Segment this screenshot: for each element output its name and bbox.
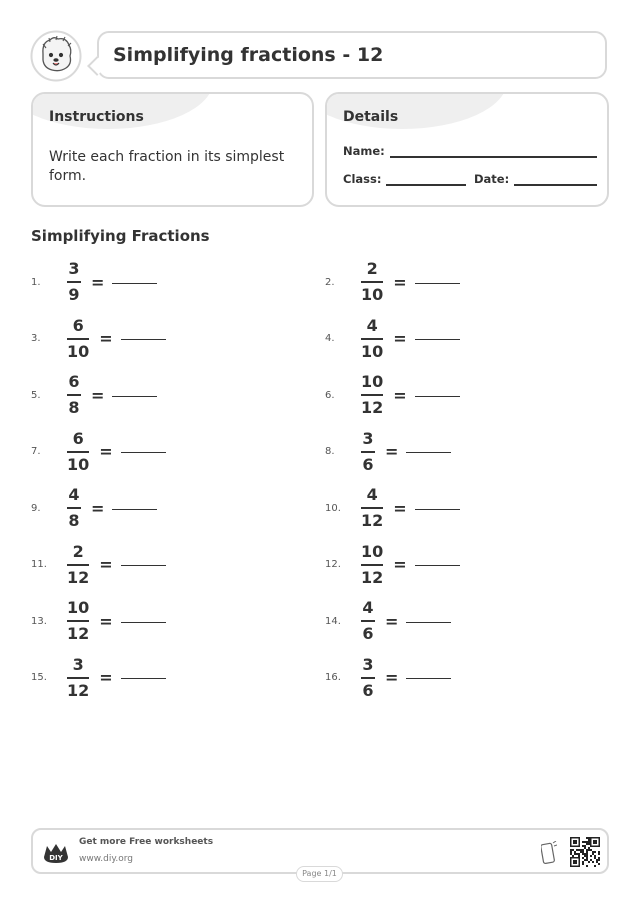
name-line[interactable]: [390, 144, 597, 158]
problem-item: [325, 259, 460, 305]
answer-line[interactable]: [415, 565, 460, 566]
denominator: 12: [361, 567, 384, 587]
problem-number: 11.: [31, 559, 47, 570]
date-label: Date:: [474, 172, 510, 186]
answer-line[interactable]: [406, 452, 451, 453]
diy-logo-icon: [43, 842, 69, 864]
fraction: [361, 485, 383, 531]
problem-item: [325, 372, 460, 418]
instructions-heading: Instructions: [49, 109, 144, 125]
denominator: 12: [361, 511, 384, 530]
equals-sign: =: [385, 442, 399, 461]
equals-sign: =: [91, 498, 105, 518]
fraction: [361, 655, 375, 701]
numerator: 6: [68, 372, 80, 391]
problem-number: 6.: [325, 389, 335, 401]
fraction: [361, 316, 383, 362]
answer-line[interactable]: [415, 283, 460, 284]
fraction-bar: [67, 394, 81, 396]
phone-icon: [541, 841, 557, 865]
equals-sign: =: [99, 611, 113, 631]
fraction-bar: [67, 564, 89, 566]
footer-promo: Get more Free worksheets: [79, 837, 214, 847]
problem-item: [325, 598, 451, 644]
answer-line[interactable]: [112, 509, 157, 510]
fraction-bar: [361, 677, 375, 679]
equals-sign: =: [393, 272, 407, 292]
date-field[interactable]: [474, 172, 597, 186]
problem-item: [31, 485, 157, 531]
numerator: 4: [366, 485, 378, 504]
answer-line[interactable]: [406, 622, 451, 623]
fraction: [67, 259, 81, 305]
details-heading: Details: [343, 109, 399, 125]
numerator: 4: [68, 485, 80, 504]
name-field[interactable]: [343, 144, 597, 158]
numerator: 3: [68, 259, 80, 278]
instructions-card: [31, 92, 314, 207]
fraction: [361, 259, 383, 305]
answer-line[interactable]: [112, 396, 157, 397]
numerator: 4: [366, 315, 378, 335]
numerator: 4: [362, 598, 374, 617]
problem-number: 16.: [325, 672, 341, 683]
diy-logo-text: DIY: [49, 854, 63, 862]
problem-item: [325, 542, 460, 588]
equals-sign: =: [99, 555, 113, 574]
denominator: 9: [68, 285, 80, 304]
denominator: 12: [67, 567, 90, 587]
numerator: 10: [361, 372, 384, 391]
fraction-bar: [361, 507, 383, 509]
page-title: Simplifying fractions - 12: [113, 44, 384, 66]
fraction-bar: [67, 451, 89, 453]
fraction-bar: [67, 507, 81, 509]
problem-number: 10.: [325, 502, 341, 514]
footer-url[interactable]: www.diy.org: [79, 854, 133, 864]
answer-line[interactable]: [121, 622, 166, 623]
answer-line[interactable]: [406, 678, 451, 679]
qr-code-icon: [570, 837, 600, 867]
fraction-bar: [67, 620, 89, 622]
equals-sign: =: [385, 668, 399, 687]
page-indicator: Page 1/1: [296, 866, 343, 882]
class-field[interactable]: [343, 172, 466, 186]
denominator: 12: [361, 398, 384, 417]
problem-item: [325, 485, 460, 531]
problem-item: [31, 655, 166, 701]
denominator: 12: [67, 680, 90, 700]
denominator: 6: [362, 680, 374, 700]
problem-number: 4.: [325, 333, 335, 344]
answer-line[interactable]: [112, 283, 157, 284]
denominator: 12: [67, 624, 90, 643]
answer-line[interactable]: [121, 452, 166, 453]
answer-line[interactable]: [415, 339, 460, 340]
fraction-bar: [361, 451, 375, 453]
denominator: 6: [362, 624, 374, 643]
equals-sign: =: [91, 272, 105, 292]
class-line[interactable]: [386, 172, 466, 186]
numerator: 2: [366, 259, 378, 278]
fraction-bar: [361, 564, 383, 566]
fraction-bar: [361, 338, 383, 340]
fraction: [361, 542, 383, 588]
fraction: [361, 598, 375, 644]
problem-item: [325, 316, 460, 362]
problem-item: [31, 316, 166, 362]
problem-number: 5.: [31, 389, 41, 401]
equals-sign: =: [91, 385, 105, 405]
problem-item: [31, 542, 166, 588]
problem-number: 8.: [325, 446, 335, 457]
name-label: Name:: [343, 144, 385, 158]
problem-item: [325, 655, 451, 701]
equals-sign: =: [99, 668, 113, 687]
fraction: [361, 429, 375, 475]
denominator: 10: [361, 285, 384, 304]
equals-sign: =: [385, 611, 399, 631]
fraction-bar: [361, 394, 383, 396]
equals-sign: =: [99, 442, 113, 461]
fraction: [67, 598, 89, 644]
fraction-bar: [67, 281, 81, 283]
answer-line[interactable]: [121, 339, 166, 340]
answer-line[interactable]: [121, 565, 166, 566]
denominator: 6: [362, 454, 374, 474]
equals-sign: =: [393, 385, 407, 405]
mascot-icon: [30, 30, 82, 82]
fraction-bar: [67, 677, 89, 679]
problem-number: 14.: [325, 615, 341, 627]
fraction: [67, 485, 81, 531]
problem-item: [31, 259, 157, 305]
fraction: [361, 372, 383, 418]
problem-item: [31, 429, 166, 475]
numerator: 2: [72, 541, 84, 561]
problem-number: 7.: [31, 446, 41, 457]
problem-number: 9.: [31, 502, 41, 514]
section-title: Simplifying Fractions: [31, 227, 210, 245]
denominator: 10: [67, 341, 90, 361]
equals-sign: =: [99, 329, 113, 348]
class-label: Class:: [343, 172, 382, 186]
denominator: 8: [68, 511, 80, 530]
numerator: 3: [362, 428, 374, 448]
details-card: [325, 92, 609, 207]
problem-number: 1.: [31, 276, 41, 288]
answer-line[interactable]: [415, 509, 460, 510]
problem-item: [31, 598, 166, 644]
denominator: 10: [361, 341, 384, 361]
problem-item: [325, 429, 451, 475]
fraction-bar: [67, 338, 89, 340]
problem-number: 2.: [325, 276, 335, 288]
fraction: [67, 316, 89, 362]
numerator: 6: [72, 315, 84, 335]
answer-line[interactable]: [121, 678, 166, 679]
fraction: [67, 655, 89, 701]
fraction-bar: [361, 620, 375, 622]
fraction: [67, 372, 81, 418]
equals-sign: =: [393, 329, 407, 348]
numerator: 10: [361, 541, 384, 561]
numerator: 6: [72, 428, 84, 448]
denominator: 8: [68, 398, 80, 417]
numerator: 3: [362, 654, 374, 674]
equals-sign: =: [393, 498, 407, 518]
fraction: [67, 429, 89, 475]
instructions-text: Write each fraction in its simplest form.: [49, 149, 285, 184]
fraction-bar: [361, 281, 383, 283]
fraction: [67, 542, 89, 588]
numerator: 10: [67, 598, 90, 617]
equals-sign: =: [393, 555, 407, 574]
numerator: 3: [72, 654, 84, 674]
problem-number: 3.: [31, 333, 41, 344]
problem-item: [31, 372, 157, 418]
problem-number: 15.: [31, 672, 47, 683]
answer-line[interactable]: [415, 396, 460, 397]
problem-number: 12.: [325, 559, 341, 570]
title-box: [97, 31, 607, 79]
denominator: 10: [67, 454, 90, 474]
problem-number: 13.: [31, 615, 47, 627]
date-line[interactable]: [514, 172, 597, 186]
